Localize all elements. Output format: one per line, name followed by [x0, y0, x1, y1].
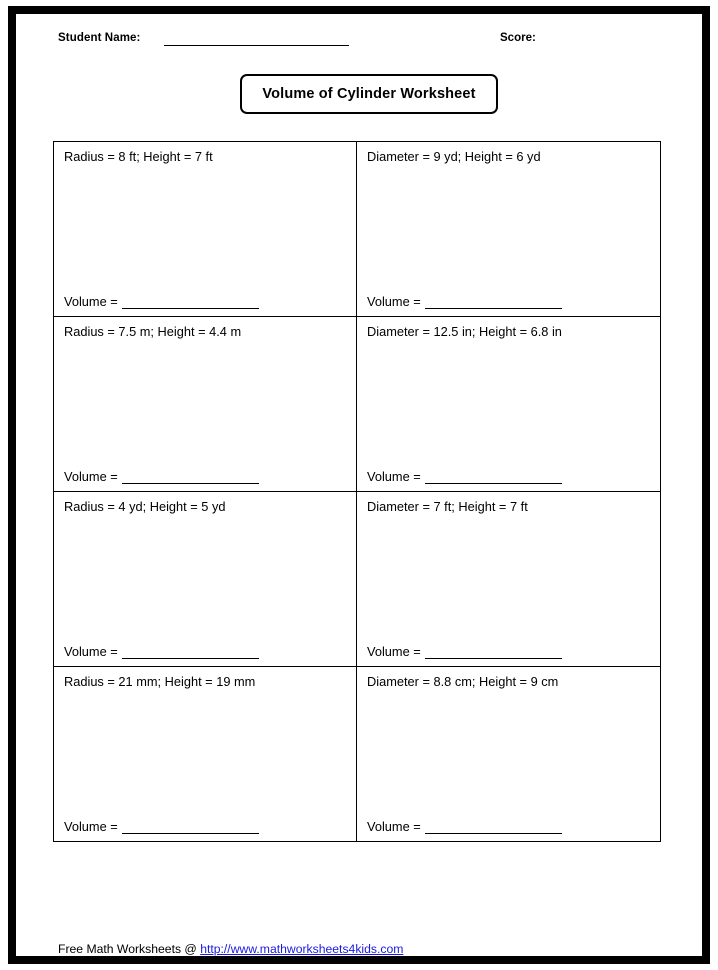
- volume-answer-line[interactable]: [122, 471, 259, 484]
- volume-answer-line[interactable]: [122, 821, 259, 834]
- volume-label: Volume =: [64, 294, 118, 309]
- volume-label: Volume =: [64, 644, 118, 659]
- problem-question: Diameter = 8.8 cm; Height = 9 cm: [367, 674, 559, 689]
- volume-label: Volume =: [64, 819, 118, 834]
- student-name-input-line[interactable]: [164, 30, 349, 46]
- volume-answer-3: [64, 469, 259, 484]
- volume-answer-line[interactable]: [425, 296, 562, 309]
- problem-question: Diameter = 12.5 in; Height = 6.8 in: [367, 324, 562, 339]
- problem-cell-5: [54, 492, 357, 666]
- problem-question: Radius = 4 yd; Height = 5 yd: [64, 499, 226, 514]
- table-row: [54, 316, 660, 491]
- table-row: [54, 142, 660, 316]
- volume-answer-5: [64, 644, 259, 659]
- table-row: [54, 491, 660, 666]
- student-name-label: Student Name:: [58, 32, 141, 44]
- problem-cell-6: [357, 492, 660, 666]
- volume-answer-line[interactable]: [122, 296, 259, 309]
- problem-cell-4: [357, 317, 660, 491]
- volume-answer-1: [64, 294, 259, 309]
- problems-table: [53, 141, 661, 842]
- volume-answer-line[interactable]: [425, 821, 562, 834]
- problem-cell-3: [54, 317, 357, 491]
- volume-answer-6: [367, 644, 562, 659]
- problem-question: Diameter = 9 yd; Height = 6 yd: [367, 149, 541, 164]
- worksheet-header: [16, 30, 702, 52]
- problem-question: Radius = 8 ft; Height = 7 ft: [64, 149, 213, 164]
- table-row: [54, 666, 660, 841]
- problem-question: Diameter = 7 ft; Height = 7 ft: [367, 499, 528, 514]
- problem-cell-8: [357, 667, 660, 841]
- volume-answer-8: [367, 819, 562, 834]
- worksheet-title-box: [240, 74, 498, 114]
- volume-answer-line[interactable]: [425, 471, 562, 484]
- score-label: Score:: [500, 32, 536, 44]
- footer-link[interactable]: http://www.mathworksheets4kids.com: [200, 942, 404, 956]
- footer-credit-text: Free Math Worksheets @: [58, 942, 201, 956]
- volume-answer-7: [64, 819, 259, 834]
- volume-answer-line[interactable]: [425, 646, 562, 659]
- problem-question: Radius = 21 mm; Height = 19 mm: [64, 674, 256, 689]
- volume-label: Volume =: [367, 819, 421, 834]
- footer-credit: [58, 942, 403, 956]
- problem-cell-7: [54, 667, 357, 841]
- volume-answer-2: [367, 294, 562, 309]
- problem-cell-2: [357, 142, 660, 316]
- volume-label: Volume =: [367, 469, 421, 484]
- problem-question: Radius = 7.5 m; Height = 4.4 m: [64, 324, 242, 339]
- volume-label: Volume =: [64, 469, 118, 484]
- volume-answer-4: [367, 469, 562, 484]
- volume-answer-line[interactable]: [122, 646, 259, 659]
- worksheet-content: [16, 14, 702, 956]
- volume-label: Volume =: [367, 644, 421, 659]
- page-title: Volume of Cylinder Worksheet: [262, 86, 476, 102]
- worksheet-footer: [16, 942, 702, 962]
- volume-label: Volume =: [367, 294, 421, 309]
- problem-cell-1: [54, 142, 357, 316]
